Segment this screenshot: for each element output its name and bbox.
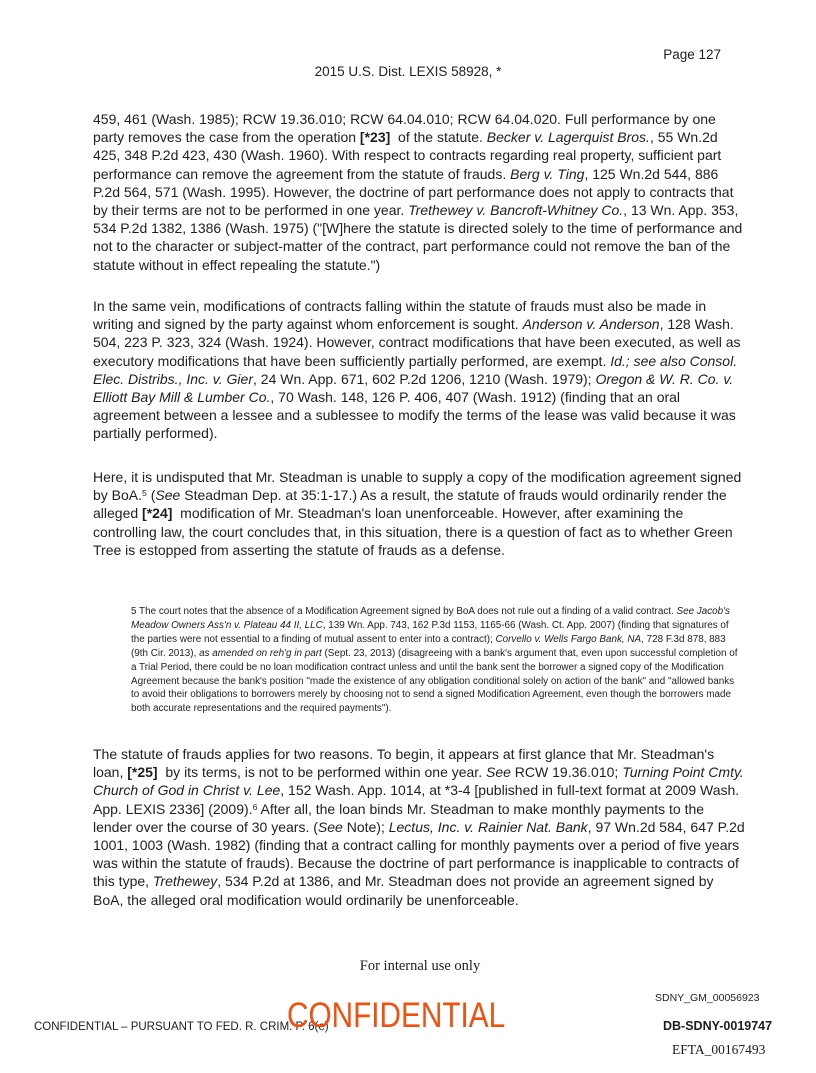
text-run: , 70 Wash. 148, 126 P. 406, 407 (Wash. 1912) (finding that an oral agreement between a lessee and a sublessee to modify the terms of the lease was valid because it was partially performed). bbox=[93, 389, 736, 442]
page-number: Page 127 bbox=[663, 47, 721, 62]
confidential-stamp: CONFIDENTIAL bbox=[287, 996, 506, 1035]
text-run: After all, the loan binds Mr. Steadman to make monthly payments to the lender over the course of 30 years. ( bbox=[93, 800, 705, 835]
text-run: Turning Point Cmty. Church of God in Christ v. Lee bbox=[93, 764, 744, 799]
text-run: [*24] bbox=[142, 505, 173, 522]
text-run: See bbox=[155, 487, 181, 504]
text-run: , 139 Wn. App. 743, 162 P.3d 1153, 1165-66 (Wash. Ct. App. 2007) (finding that signatures of the parties were not essential to a finding of mutual assent to enter into a contract); bbox=[131, 619, 729, 645]
text-run: Trethewey bbox=[152, 873, 218, 890]
text-run: [*23] bbox=[359, 129, 391, 146]
confidential-footer-line: CONFIDENTIAL – PURSUANT TO FED. R. CRIM. P. 6(e) bbox=[34, 1021, 329, 1033]
text-run: , 728 F.3d 878, 883 (9th Cir. 2013), bbox=[131, 633, 726, 659]
text-run: , 97 Wn.2d 584, 647 P.2d 1001, 1003 (Wash. 1982) (finding that a contract calling for monthly payments over a period of five years was within the statute of frauds). Because the doctrine of part performance is inapplicable to contracts of this type, bbox=[93, 818, 745, 890]
text-run: Anderson v. Anderson bbox=[522, 316, 660, 333]
text-run: 459, 461 (Wash. 1985); RCW 19.36.010; RCW 64.04.010; RCW 64.04.020. Full performance by one party removes the case from the operation bbox=[93, 111, 716, 146]
text-run: Corvello v. Wells Fargo Bank, NA bbox=[495, 633, 642, 645]
footnote-5 bbox=[131, 605, 745, 716]
text-run: RCW 19.36.010; bbox=[510, 764, 623, 781]
text-run: as amended on reh'g in part bbox=[199, 647, 322, 659]
bates-number-top: SDNY_GM_00056923 bbox=[655, 992, 760, 1004]
bates-number-mid: DB-SDNY-0019747 bbox=[663, 1019, 773, 1033]
text-run: In the same vein, modifications of contracts falling within the statute of frauds must also be made in writing and signed by the party against whom enforcement is sought. bbox=[93, 298, 707, 333]
body-paragraph-1 bbox=[93, 110, 745, 274]
text-run: , 24 Wn. App. 671, 602 P.2d 1206, 1210 (Wash. 1979); bbox=[253, 370, 596, 387]
body-paragraph-3 bbox=[93, 468, 745, 559]
text-run: of the statute. bbox=[390, 129, 487, 146]
text-run: The statute of frauds applies for two reasons. To begin, it appears at first glance that Mr. Steadman's loan, bbox=[93, 746, 715, 781]
text-run: Oregon & W. R. Co. v. Elliott Bay Mill & Lumber Co. bbox=[93, 370, 734, 406]
text-run: , 152 Wash. App. 1014, at *3-4 [published in full-text format at 2009 Wash. App. LEXIS 2336] (2009). bbox=[93, 782, 740, 817]
text-run: See bbox=[485, 764, 511, 781]
text-run: Becker v. Lagerquist Bros. bbox=[486, 129, 650, 146]
text-run: Berg v. Ting bbox=[510, 165, 585, 182]
text-run: 6 bbox=[252, 801, 258, 812]
text-run: modification of Mr. Steadman's loan unenforceable. However, after examining the controlling law, the court concludes that, in this situation, there is a question of fact as to whether Green Tree is estopped from asserting the statute of frauds as a defense. bbox=[93, 505, 733, 558]
text-run: , 13 Wn. App. 353, 534 P.2d 1382, 1386 (Wash. 1975) ("[W]here the statute is directed solely to the time of performance and not to the character or subject-matter of the contract, part performance could not remove the ban of the statute without in effect repealing the statute.") bbox=[93, 202, 743, 273]
body-paragraph-2 bbox=[93, 297, 745, 443]
text-run: , 55 Wn.2d 425, 348 P.2d 423, 430 (Wash. 1960). With respect to contracts regarding real property, sufficient part performance can remove the agreement from the statute of frauds. bbox=[93, 129, 722, 182]
text-run: by its terms, is not to be performed within one year. bbox=[157, 764, 486, 781]
text-run: Here, it is undisputed that Mr. Steadman is unable to supply a copy of the modification agreement signed by BoA. bbox=[93, 469, 742, 504]
text-run: See bbox=[317, 818, 343, 835]
text-run: , 125 Wn.2d 544, 886 P.2d 564, 571 (Wash. 1995). However, the doctrine of part performance does not apply to contracts that by their terms are not to be performed in one year. bbox=[93, 165, 734, 219]
internal-use-notice: For internal use only bbox=[359, 958, 481, 974]
text-run: ( bbox=[146, 487, 156, 504]
text-run: Steadman Dep. at 35:1-17.) As a result, the statute of frauds would ordinarily render the alleged bbox=[93, 487, 727, 522]
text-run: Lectus, Inc. v. Rainier Nat. Bank bbox=[388, 818, 588, 835]
text-run: Id.; see also Consol. Elec. Distribs., Inc. v. Gier bbox=[93, 352, 738, 387]
text-run: Trethewey v. Bancroft-Whitney Co. bbox=[408, 202, 624, 219]
text-run: [*25] bbox=[127, 764, 158, 781]
body-paragraph-4 bbox=[93, 745, 745, 909]
text-run: (Sept. 23, 2013) (disagreeing with a bank's argument that, even upon successful completion of a Trial Period, there could be no loan modification contract unless and until the bank sent the borrower a signed copy of the Modification Agreement because the bank's position "made the existence of any obligation conditional solely on action of the bank" and "allowed banks to avoid their obligations to borrowers merely by choosing not to send a signed Modification Agreement, even though the borrowers made both accurate representations and the required payments"). bbox=[131, 647, 738, 715]
text-run: 5 bbox=[142, 488, 147, 499]
text-run: See Jacob's Meadow Owners Ass'n v. Plateau 44 II, LLC bbox=[131, 606, 730, 631]
text-run: 5 The court notes that the absence of a Modification Agreement signed by BoA does not rule out a finding of a valid contract. bbox=[131, 606, 677, 617]
text-run: , 128 Wash. 504, 223 P. 323, 324 (Wash. 1924). However, contract modifications that have been executed, as well as executory modifications that have been sufficiently partially performed, are exempt. bbox=[93, 316, 741, 369]
citation-header: 2015 U.S. Dist. LEXIS 58928, * bbox=[314, 64, 502, 79]
bates-number-bottom: EFTA_00167493 bbox=[672, 1042, 766, 1057]
text-run: Note); bbox=[342, 818, 389, 835]
text-run: , 534 P.2d at 1386, and Mr. Steadman does not provide an agreement signed by BoA, the alleged oral modification would ordinarily be unenforceable. bbox=[93, 873, 714, 908]
